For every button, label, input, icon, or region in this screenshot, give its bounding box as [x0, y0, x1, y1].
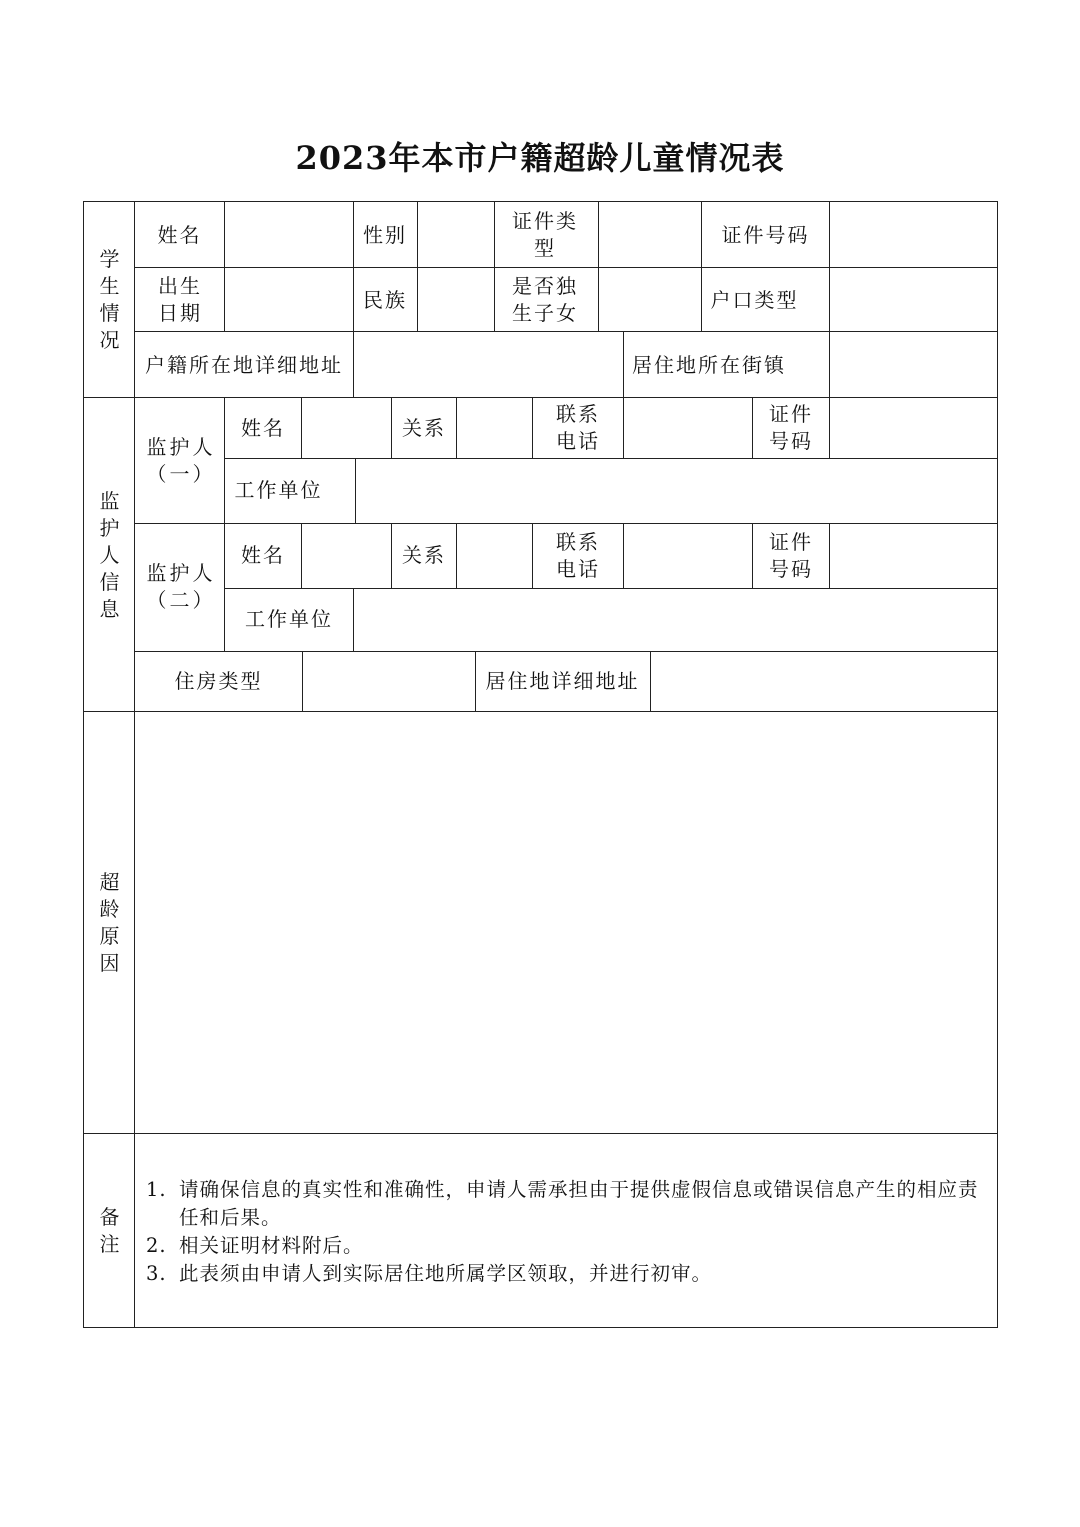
table-rule	[224, 458, 998, 459]
guardian-2-work-unit-field[interactable]	[355, 590, 996, 649]
table-rule	[829, 201, 830, 398]
guardian-1-id-number-field[interactable]	[831, 400, 996, 456]
guardian-2-phone-field[interactable]	[625, 525, 751, 586]
table-rule	[83, 1133, 998, 1134]
section-header-char: 备	[99, 1204, 120, 1229]
remark-text: 请确保信息的真实性和准确性，申请人需承担由于提供虚假信息或错误信息产生的相应责任和后果。	[179, 1178, 979, 1229]
residence-address-field[interactable]	[651, 653, 996, 710]
student-name-field[interactable]	[226, 204, 352, 266]
table-rule	[532, 397, 533, 459]
guardian-2-phone-label: 联系电话	[556, 529, 600, 581]
table-rule	[752, 523, 753, 589]
table-rule	[829, 523, 830, 589]
table-rule	[623, 397, 624, 459]
guardian-1-phone-field[interactable]	[625, 400, 751, 456]
section-header-char: 超	[99, 870, 120, 894]
guardian-2-relation-field[interactable]	[458, 525, 531, 586]
section-header-char: 生	[99, 274, 120, 298]
table-rule	[456, 523, 457, 589]
remarks-list	[146, 1176, 991, 1288]
section-header-char: 人	[99, 542, 120, 567]
overage-reason-field[interactable]	[137, 714, 996, 1132]
guardian-2-id-number-label: 证件号码	[769, 529, 813, 581]
remarks-section-header	[84, 1134, 135, 1327]
table-rule	[752, 397, 753, 459]
section-header-char: 护	[99, 515, 120, 540]
student-birth-date-field[interactable]	[226, 270, 352, 330]
student-hukou-type-field[interactable]	[831, 270, 996, 330]
student-ethnicity-label: 民族	[363, 287, 407, 312]
form-title: 2023年本市户籍超龄儿童情况表	[295, 139, 785, 177]
table-rule	[997, 201, 998, 1328]
student-hukou-address-label: 户籍所在地详细地址	[145, 352, 343, 377]
table-rule	[355, 458, 356, 524]
remark-text: 此表须由申请人到实际居住地所属学区领取，并进行初审。	[179, 1262, 713, 1285]
table-rule	[598, 201, 599, 332]
guardian-2-name-field[interactable]	[303, 525, 390, 586]
section-header-char: 因	[99, 951, 120, 975]
guardian-1-relation-field[interactable]	[458, 400, 531, 456]
student-section-header	[84, 202, 135, 398]
overage-section-header	[84, 712, 135, 1134]
guardian-1-name-field[interactable]	[303, 400, 390, 456]
guardian-1-id-number-label: 证件号码	[769, 402, 813, 453]
table-rule	[623, 523, 624, 589]
section-header-char: 信	[99, 569, 120, 594]
remark-item	[146, 1176, 991, 1232]
residence-address-label: 居住地详细地址	[485, 669, 640, 693]
student-only-child-field[interactable]	[600, 270, 700, 330]
guardian-2-label: 监护人（二）	[146, 561, 216, 612]
student-id-number-label: 证件号码	[721, 222, 810, 247]
housing-type-label: 住房类型	[174, 669, 263, 693]
table-rule	[301, 397, 302, 459]
housing-type-field[interactable]	[304, 653, 474, 710]
table-rule	[532, 523, 533, 589]
remark-item	[146, 1232, 991, 1260]
table-rule	[829, 397, 830, 459]
student-residence-street-label: 居住地所在街镇	[632, 352, 786, 377]
section-header-char: 息	[99, 596, 120, 621]
section-header-char: 学	[99, 247, 120, 271]
guardian-1-name-label: 姓名	[241, 415, 285, 440]
guardian-2-name-label: 姓名	[241, 543, 285, 567]
student-hukou-address-field[interactable]	[355, 334, 623, 396]
guardian-1-relation-label: 关系	[402, 415, 446, 440]
student-only-child-label: 是否独生子女	[512, 274, 578, 325]
remark-number: 2.	[146, 1234, 167, 1257]
student-id-type-field[interactable]	[600, 204, 700, 266]
guardian-2-work-unit-label: 工作单位	[245, 607, 333, 631]
student-name-label: 姓名	[157, 222, 202, 247]
student-residence-street-field[interactable]	[831, 334, 996, 396]
student-birth-date-label: 出生日期	[158, 274, 202, 325]
section-header-char: 注	[99, 1231, 120, 1256]
section-header-char: 况	[99, 328, 120, 352]
section-header-char: 监	[99, 488, 120, 513]
section-header-char: 原	[99, 924, 120, 948]
guardian-1-label: 监护人（一）	[146, 434, 216, 486]
guardian-2-relation-label: 关系	[402, 543, 446, 567]
table-rule	[301, 523, 302, 589]
student-id-number-field[interactable]	[831, 204, 996, 266]
remark-text: 相关证明材料附后。	[179, 1234, 364, 1257]
guardian-2-id-number-field[interactable]	[831, 525, 996, 586]
student-gender-field[interactable]	[419, 204, 493, 266]
table-rule	[83, 1327, 998, 1328]
table-rule	[417, 201, 418, 332]
student-gender-label: 性别	[363, 222, 407, 247]
student-hukou-type-label: 户口类型	[710, 287, 799, 312]
table-rule	[494, 201, 495, 332]
table-rule	[456, 397, 457, 459]
guardian-section-header	[84, 398, 135, 712]
table-rule	[302, 651, 303, 712]
table-rule	[353, 588, 354, 652]
remark-item	[146, 1260, 991, 1288]
guardian-1-work-unit-label: 工作单位	[234, 478, 323, 502]
remark-number: 3.	[146, 1262, 167, 1285]
section-header-char: 龄	[99, 897, 120, 921]
remark-number: 1.	[146, 1178, 167, 1201]
guardian-1-work-unit-field[interactable]	[357, 460, 996, 521]
guardian-1-phone-label: 联系电话	[556, 402, 600, 453]
table-rule	[224, 201, 225, 332]
student-ethnicity-field[interactable]	[419, 270, 493, 330]
section-header-char: 情	[99, 301, 120, 325]
student-id-type-label: 证件类型	[512, 209, 578, 260]
